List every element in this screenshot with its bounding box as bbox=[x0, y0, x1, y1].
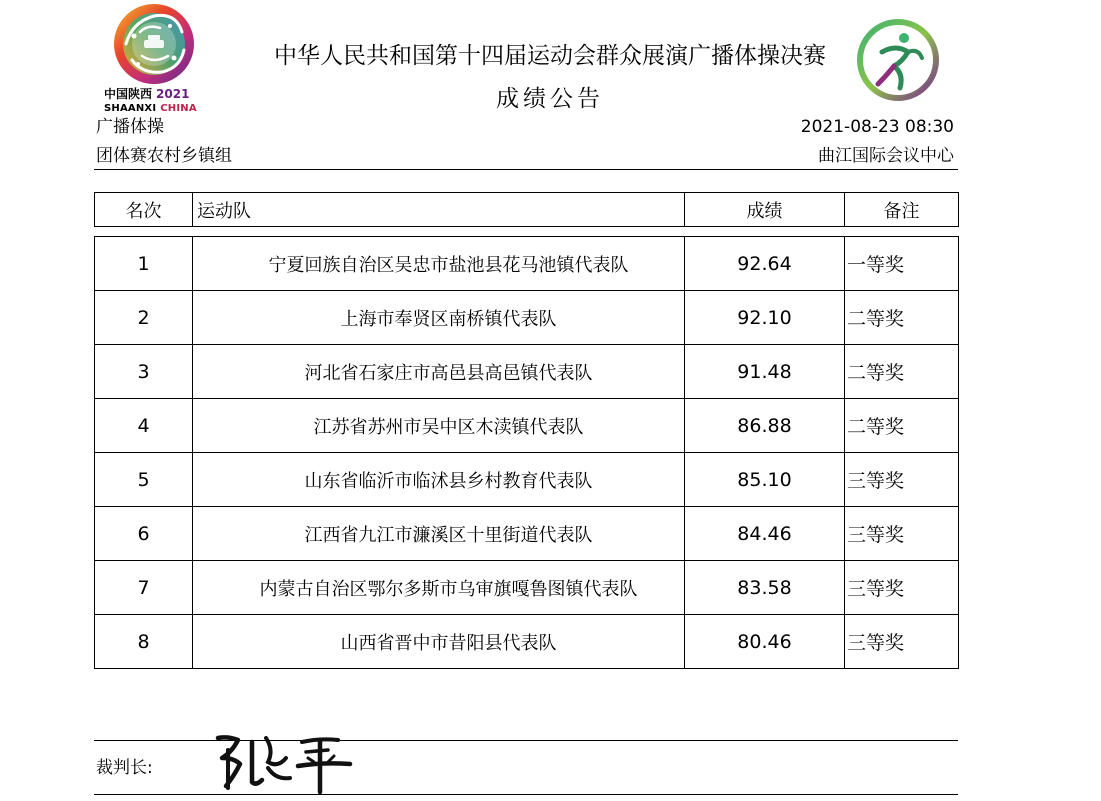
note-cell: 一等奖 bbox=[845, 237, 959, 291]
rank-cell: 1 bbox=[95, 237, 193, 291]
footer-divider-bottom bbox=[94, 794, 958, 795]
team-cell: 江苏省苏州市吴中区木渎镇代表队 bbox=[193, 399, 685, 453]
header-divider bbox=[94, 169, 958, 170]
team-cell: 山东省临沂市临沭县乡村教育代表队 bbox=[193, 453, 685, 507]
rank-cell: 3 bbox=[95, 345, 193, 399]
col-note-header: 备注 bbox=[845, 193, 959, 227]
score-cell: 91.48 bbox=[685, 345, 845, 399]
games-logo-left bbox=[104, 2, 204, 116]
rank-cell: 7 bbox=[95, 561, 193, 615]
team-cell: 上海市奉贤区南桥镇代表队 bbox=[193, 291, 685, 345]
score-cell: 92.10 bbox=[685, 291, 845, 345]
table-row bbox=[95, 615, 959, 669]
handwritten-signature bbox=[208, 728, 358, 794]
score-cell: 85.10 bbox=[685, 453, 845, 507]
score-cell: 92.64 bbox=[685, 237, 845, 291]
team-cell: 山西省晋中市昔阳县代表队 bbox=[193, 615, 685, 669]
score-cell: 83.58 bbox=[685, 561, 845, 615]
col-team-header: 运动队 bbox=[193, 193, 685, 227]
table-row bbox=[95, 237, 959, 291]
event-name: 广播体操 bbox=[96, 117, 164, 137]
rank-cell: 8 bbox=[95, 615, 193, 669]
games-emblem-icon bbox=[112, 2, 196, 86]
page-title: 中华人民共和国第十四届运动会群众展演广播体操决赛 bbox=[274, 43, 826, 69]
venue: 曲江国际会议中心 bbox=[818, 146, 954, 166]
table-row bbox=[95, 399, 959, 453]
note-cell: 二等奖 bbox=[845, 399, 959, 453]
page-subtitle: 成绩公告 bbox=[496, 86, 604, 112]
note-cell: 二等奖 bbox=[845, 345, 959, 399]
header-row bbox=[95, 193, 959, 227]
score-cell: 80.46 bbox=[685, 615, 845, 669]
rank-cell: 5 bbox=[95, 453, 193, 507]
team-cell: 宁夏回族自治区吴忠市盐池县花马池镇代表队 bbox=[193, 237, 685, 291]
table-row bbox=[95, 453, 959, 507]
team-cell: 河北省石家庄市高邑县高邑镇代表队 bbox=[193, 345, 685, 399]
note-cell: 三等奖 bbox=[845, 453, 959, 507]
chief-judge-label: 裁判长: bbox=[96, 758, 153, 778]
table-row bbox=[95, 345, 959, 399]
rank-cell: 6 bbox=[95, 507, 193, 561]
note-cell: 二等奖 bbox=[845, 291, 959, 345]
date-time: 2021-08-23 08:30 bbox=[800, 117, 954, 137]
logo-caption-cn: 中国陕西 2021 bbox=[104, 87, 190, 101]
table-row bbox=[95, 561, 959, 615]
rank-cell: 2 bbox=[95, 291, 193, 345]
col-rank-header: 名次 bbox=[95, 193, 193, 227]
results-table bbox=[94, 236, 959, 669]
note-cell: 三等奖 bbox=[845, 507, 959, 561]
table-row bbox=[95, 291, 959, 345]
score-cell: 84.46 bbox=[685, 507, 845, 561]
score-cell: 86.88 bbox=[685, 399, 845, 453]
note-cell: 三等奖 bbox=[845, 615, 959, 669]
results-header bbox=[94, 192, 959, 227]
col-score-header: 成绩 bbox=[685, 193, 845, 227]
group-name: 团体赛农村乡镇组 bbox=[96, 146, 232, 166]
note-cell: 三等奖 bbox=[845, 561, 959, 615]
team-cell: 江西省九江市濂溪区十里街道代表队 bbox=[193, 507, 685, 561]
team-cell: 内蒙古自治区鄂尔多斯市乌审旗嘎鲁图镇代表队 bbox=[193, 561, 685, 615]
logo-caption-en: SHAANXI CHINA bbox=[104, 103, 197, 114]
table-row bbox=[95, 507, 959, 561]
rank-cell: 4 bbox=[95, 399, 193, 453]
